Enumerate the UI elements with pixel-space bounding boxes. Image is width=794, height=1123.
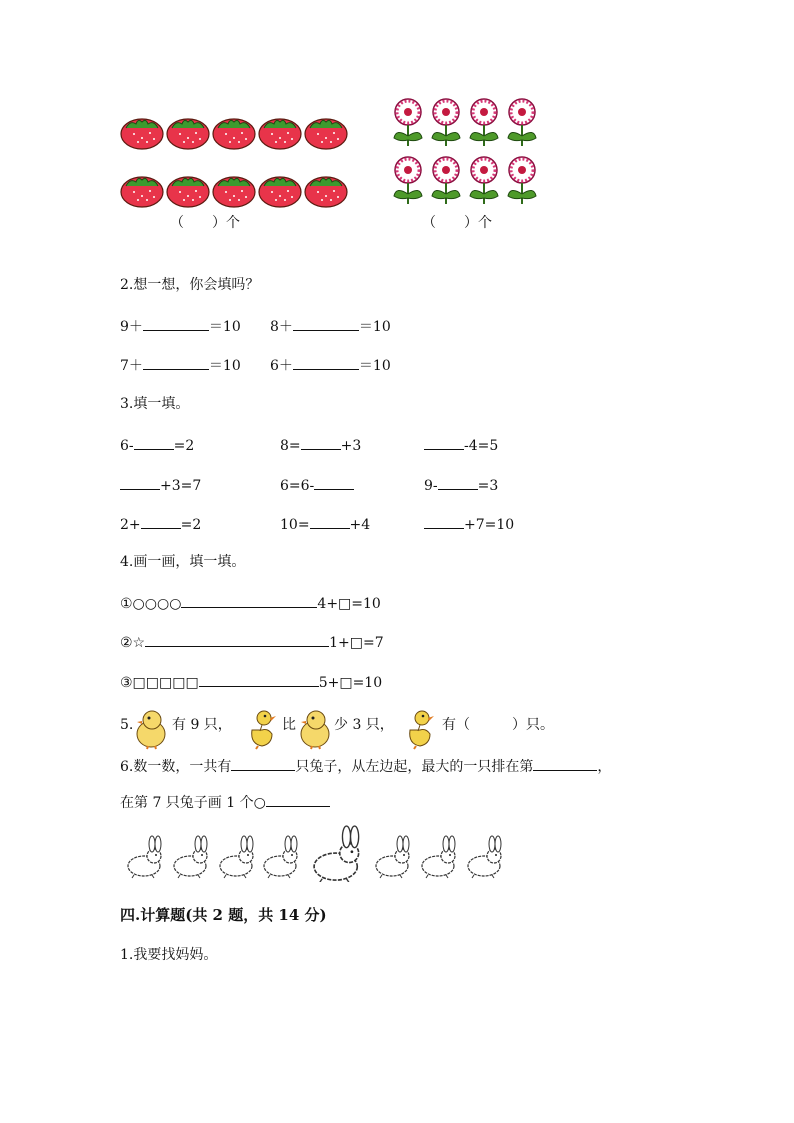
- rabbits-picture: [122, 822, 510, 882]
- answer-blank[interactable]: [293, 316, 359, 331]
- duck-icon: [246, 708, 276, 750]
- q2-title: 2.想一想，你会填吗？: [120, 277, 260, 293]
- q6-line-1: 6.数一数，一共有 只兔子，从左边起，最大的一只排在第 ，: [120, 756, 611, 776]
- answer-blank[interactable]: [293, 355, 359, 370]
- q3-title: 3.填一填。: [120, 396, 190, 412]
- q3-r3-b: 10= +4: [280, 514, 370, 534]
- strawberry-picture: [118, 112, 358, 212]
- drawing-blank[interactable]: [266, 792, 330, 807]
- q3-r1-a: 6- =2: [120, 435, 194, 455]
- q4-title: 4.画一画，填一填。: [120, 554, 246, 570]
- q5-text-2: 比: [282, 717, 296, 733]
- answer-blank[interactable]: [141, 514, 181, 529]
- q2-line-1b: 8＋ ＝10: [270, 316, 391, 336]
- q4-line-2: ②☆ 1+□=7: [120, 632, 384, 652]
- answer-blank[interactable]: [424, 435, 464, 450]
- chick-icon: [298, 708, 332, 750]
- flower-count-label: （ ）个: [422, 215, 492, 231]
- drawing-blank[interactable]: [199, 672, 319, 687]
- q3-r3-c: +7=10: [424, 514, 514, 534]
- q3-r3-a: 2+ =2: [120, 514, 201, 534]
- q5-text-4: 有（ ）只。: [442, 717, 554, 733]
- section-4-q1: 1.我要找妈妈。: [120, 947, 218, 963]
- q2-line-2: 7＋ ＝10: [120, 355, 241, 375]
- chick-icon: [134, 708, 168, 750]
- answer-blank[interactable]: [143, 316, 209, 331]
- drawing-blank[interactable]: [145, 632, 329, 647]
- q2-line-1: 9＋ ＝10: [120, 316, 241, 336]
- q3-r2-b: 6=6-: [280, 475, 354, 495]
- q5-text-3: 少 3 只，: [334, 717, 394, 733]
- q3-r2-a: +3=7: [120, 475, 201, 495]
- answer-blank[interactable]: [301, 435, 341, 450]
- flower-picture: [388, 96, 548, 210]
- answer-blank[interactable]: [314, 475, 354, 490]
- q2-line-2b: 6＋ ＝10: [270, 355, 391, 375]
- answer-blank[interactable]: [143, 355, 209, 370]
- answer-blank[interactable]: [424, 514, 464, 529]
- q5-number: 5.: [120, 717, 134, 733]
- answer-blank[interactable]: [310, 514, 350, 529]
- section-4-title: 四.计算题(共 2 题，共 14 分): [120, 906, 327, 924]
- duck-icon: [404, 708, 434, 750]
- q3-r1-c: -4=5: [424, 435, 498, 455]
- q6-line-2: 在第 7 只兔子画 1 个○: [120, 792, 330, 812]
- answer-blank[interactable]: [438, 475, 478, 490]
- q5-text-1: 有 9 只，: [172, 717, 232, 733]
- answer-blank[interactable]: [231, 756, 295, 771]
- answer-blank[interactable]: [533, 756, 597, 771]
- answer-blank[interactable]: [134, 435, 174, 450]
- q4-line-1: ①○○○○ 4+□=10: [120, 593, 381, 613]
- drawing-blank[interactable]: [181, 593, 317, 608]
- strawberry-count-label: （ ）个: [170, 215, 240, 231]
- q3-r2-c: 9- =3: [424, 475, 498, 495]
- q4-line-3: ③□□□□□ 5+□=10: [120, 672, 382, 692]
- q3-r1-b: 8= +3: [280, 435, 361, 455]
- answer-blank[interactable]: [120, 475, 160, 490]
